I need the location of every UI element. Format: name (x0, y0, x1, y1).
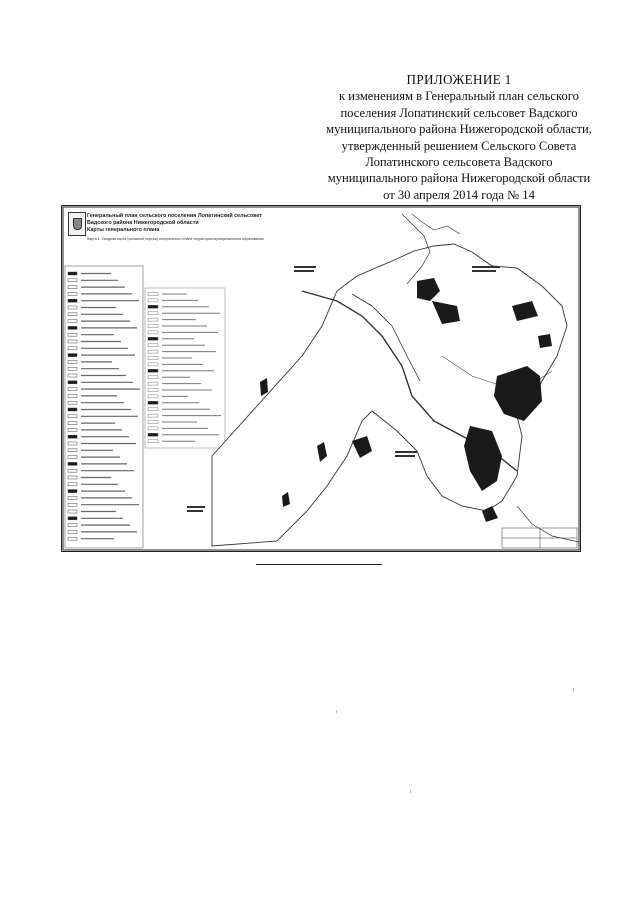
legend-swatch (148, 427, 158, 430)
legend-swatch (68, 299, 77, 302)
legend-swatch (68, 360, 77, 363)
map-drawing (62, 206, 580, 551)
legend-swatch (68, 313, 77, 316)
legend-swatch (68, 347, 77, 350)
legend-swatch (68, 530, 77, 533)
legend-swatch (68, 503, 77, 506)
legend-swatch (68, 537, 77, 540)
scan-mark (336, 710, 337, 713)
legend-swatch (68, 333, 77, 336)
legend-swatch (68, 306, 77, 309)
legend-swatch (68, 320, 77, 323)
legend-swatch (148, 350, 158, 353)
legend-swatch (68, 279, 77, 282)
legend-swatch (68, 367, 77, 370)
appendix-date-line: от 30 апреля 2014 года № 14 (383, 187, 535, 202)
map-title-line: Вадского района Нижегородской области (87, 220, 199, 227)
appendix-line: утвержденный решением Сельского Совета (341, 138, 577, 153)
legend-swatch (148, 337, 158, 340)
map-title-line: Карты генерального плана (87, 227, 160, 234)
legend-swatch (68, 476, 77, 479)
appendix-line: Лопатинского сельсовета Вадского (365, 155, 553, 170)
appendix-line: поселения Лопатинский сельсовет Вадского (340, 105, 578, 120)
appendix-line: к изменениям в Генеральный план сельского (339, 89, 579, 104)
road-line (517, 506, 579, 542)
legend-swatch (68, 517, 77, 520)
legend-swatch (68, 435, 77, 438)
legend-swatch (148, 369, 158, 372)
legend-swatch (68, 374, 77, 377)
legend-swatch (148, 331, 158, 334)
legend-swatch (68, 401, 77, 404)
legend-swatch (68, 428, 77, 431)
scan-mark (410, 790, 411, 793)
general-plan-map (61, 205, 581, 552)
legend-swatch (68, 381, 77, 384)
legend-swatch (68, 456, 77, 459)
legend-swatch (148, 421, 158, 424)
legend-swatch (148, 408, 158, 411)
legend-swatch (148, 440, 158, 443)
map-subtitle: Карта 1. Сводная карта (основной чертеж) генерального плана территории муниципального образования (87, 237, 264, 241)
legend-swatch (148, 344, 158, 347)
legend-swatch (68, 449, 77, 452)
legend-swatch (148, 363, 158, 366)
legend-swatch (68, 524, 77, 527)
legend-swatch (68, 340, 77, 343)
legend-swatch (68, 326, 77, 329)
legend-swatch (68, 354, 77, 357)
legend-swatch (148, 305, 158, 308)
coat-of-arms-icon (68, 212, 86, 236)
legend-swatch (68, 286, 77, 289)
legend-swatch (148, 382, 158, 385)
legend-swatch (68, 388, 77, 391)
legend-swatch (148, 312, 158, 315)
map-legend-secondary (145, 288, 225, 448)
legend-swatch (68, 483, 77, 486)
legend-swatch (68, 490, 77, 493)
legend-swatch (148, 433, 158, 436)
legend-swatch (148, 318, 158, 321)
legend-swatch (68, 469, 77, 472)
appendix-line: муниципального района Нижегородской области (327, 171, 591, 186)
legend-swatch (148, 357, 158, 360)
legend-swatch (148, 401, 158, 404)
legend-swatch (148, 395, 158, 398)
scan-mark (573, 688, 574, 691)
map-title-line: Генеральный план сельского поселения Лопатинский сельсовет (87, 213, 263, 219)
legend-swatch (68, 394, 77, 397)
appendix-line: муниципального района Нижегородской области, (326, 122, 592, 137)
legend-swatch (148, 325, 158, 328)
legend-swatch (148, 299, 158, 302)
legend-swatch (68, 408, 77, 411)
map-legend (65, 266, 143, 548)
legend-swatch (148, 376, 158, 379)
legend-swatch (68, 496, 77, 499)
legend-swatch (148, 389, 158, 392)
legend-swatch (68, 292, 77, 295)
legend-swatch (68, 442, 77, 445)
horizontal-divider (256, 564, 382, 565)
appendix-heading (300, 72, 618, 203)
legend-swatch (68, 415, 77, 418)
appendix-title: ПРИЛОЖЕНИЕ 1 (406, 72, 512, 87)
title-block (502, 528, 577, 548)
legend-swatch (148, 293, 158, 296)
legend-swatch (148, 414, 158, 417)
map-title (87, 213, 347, 235)
legend-swatch (68, 422, 77, 425)
legend-swatch (68, 510, 77, 513)
legend-swatch (68, 272, 77, 275)
legend-swatch (68, 462, 77, 465)
